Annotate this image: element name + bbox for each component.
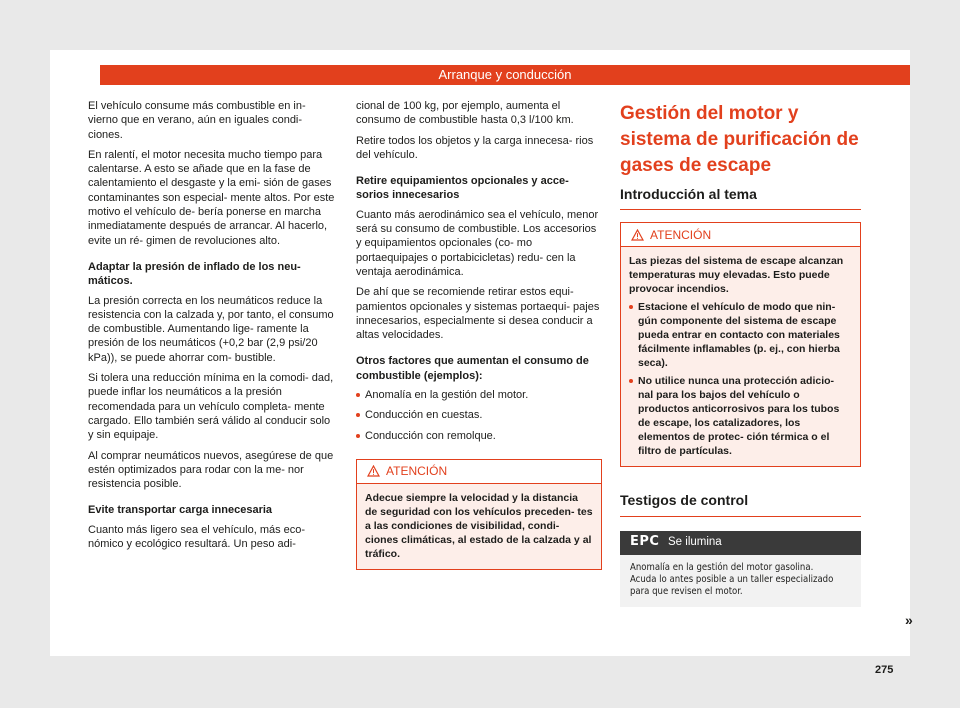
warning-triangle-icon: [367, 465, 380, 477]
list-item: Anomalía en la gestión del motor.: [356, 388, 602, 402]
warning-box: [620, 222, 861, 467]
warning-body: [357, 484, 601, 569]
list-item: No utilice nunca una protección adicio- nal para los bajos del vehículo o productos anticorrosivos para los tubos de escape, los catalizadores, los elementos de protec- ción térmica o el filtro de partículas.: [629, 374, 852, 458]
subheading: Adaptar la presión de inflado de los neu- máticos.: [88, 260, 301, 288]
paragraph: De ahí que se recomiende retirar estos equi- pamientos opcionales y sistemas portaequi- pajes innecesarios, especialmente si desea conducir a altas velocidades.: [356, 286, 600, 342]
column-3: [620, 99, 861, 607]
warning-body: [621, 247, 860, 466]
paragraph: Si tolera una reducción mínima en la comodi- dad, puede inflar los neumáticos a la presión recomendada para un vehículo completa- mente cargado. Ello también será válido al conducir solo y sin equipaje.: [88, 372, 334, 442]
column-1: [88, 99, 336, 557]
subsection-title: Testigos de control: [620, 493, 861, 516]
warning-header: [621, 223, 860, 247]
section-title: Gestión del motor y sistema de purificación de gases de escape: [620, 103, 859, 176]
warning-title: ATENCIÓN: [650, 227, 712, 242]
paragraph: La presión correcta en los neumáticos reduce la resistencia con la calzada y, por tanto, el consumo de combustible. Aumentando lige- ramente la presión de los neumáticos (+0,2 bar (2,9 psi/20 kPa)), se puede ahorrar com- bustible.: [88, 294, 334, 364]
chapter-header: Arranque y conducción: [100, 65, 910, 85]
list-item: Conducción con remolque.: [356, 429, 602, 443]
subheading: Otros factores que aumentan el consumo de combustible (ejemplos):: [356, 355, 589, 382]
paragraph: En ralentí, el motor necesita mucho tiempo para calentarse. A esto se añade que en la fase de calentamiento el desgaste y la emi- sión de gases contaminantes son especial- mente altos. Por este motivo el vehículo de- bería ponerse en marcha inmediatamente después de arrancar. Al hacerlo, evite un ré- gimen de revoluciones alto.: [88, 148, 335, 247]
indicator-description: [620, 555, 861, 608]
indicator-label: Se ilumina: [668, 536, 722, 549]
indicator-bar: [620, 531, 861, 555]
warning-text: Las piezas del sistema de escape alcanzan temperaturas muy elevadas. Esto puede provocar incendios.: [629, 255, 844, 296]
continue-marker: »: [905, 612, 913, 628]
description-line: Anomalía en la gestión del motor gasolina.: [630, 561, 814, 573]
bullet-list: [356, 388, 602, 443]
epc-icon: EPC: [630, 534, 660, 550]
warning-text: Adecue siempre la velocidad y la distancia de seguridad con los vehículos preceden- tes a las condiciones de visibilidad, condi- ciones climáticas, al estado de la calzada y al tráfico.: [365, 491, 593, 560]
description-line: Acuda lo antes posible a un taller especializado para que revisen el motor.: [630, 573, 834, 598]
bullet-list: [629, 300, 852, 458]
paragraph: El vehículo consume más combustible en in- vierno que en verano, aún en iguales condi- ciones.: [88, 100, 306, 141]
paragraph: Al comprar neumáticos nuevos, asegúrese de que estén optimizados para rodar con la me- nor resistencia posible.: [88, 449, 334, 491]
warning-triangle-icon: [631, 229, 644, 241]
subsection-title: Introducción al tema: [620, 187, 861, 210]
paragraph: cional de 100 kg, por ejemplo, aumenta el consumo de combustible hasta 0,3 l/100 km.: [356, 100, 574, 127]
warning-title: ATENCIÓN: [386, 464, 448, 479]
warning-header: [357, 460, 601, 484]
page: [50, 50, 913, 676]
page-number: 275: [875, 664, 894, 676]
paragraph: Cuanto más ligero sea el vehículo, más eco- nómico y ecológico resultará. Un peso adi-: [88, 523, 306, 551]
subheading: Evite transportar carga innecesaria: [88, 504, 273, 517]
column-2: [356, 99, 602, 570]
warning-box: [356, 459, 602, 570]
list-item: Conducción en cuestas.: [356, 408, 602, 422]
subheading: Retire equipamientos opcionales y acce- sorios innecesarios: [356, 175, 569, 202]
paragraph: Retire todos los objetos y la carga innecesa- rios del vehículo.: [356, 134, 594, 161]
list-item: Estacione el vehículo de modo que nin- gún componente del sistema de escape pueda entrar en contacto con materiales fácilmente inflamables (p. ej., con hierba seca).: [629, 300, 852, 370]
paragraph: Cuanto más aerodinámico sea el vehículo, menor será su consumo de combustible. Los accesorios y equipamientos opcionales (co- mo portaequipajes o portabicicletas) redu- cen la ventaja aerodinámica.: [356, 208, 599, 278]
